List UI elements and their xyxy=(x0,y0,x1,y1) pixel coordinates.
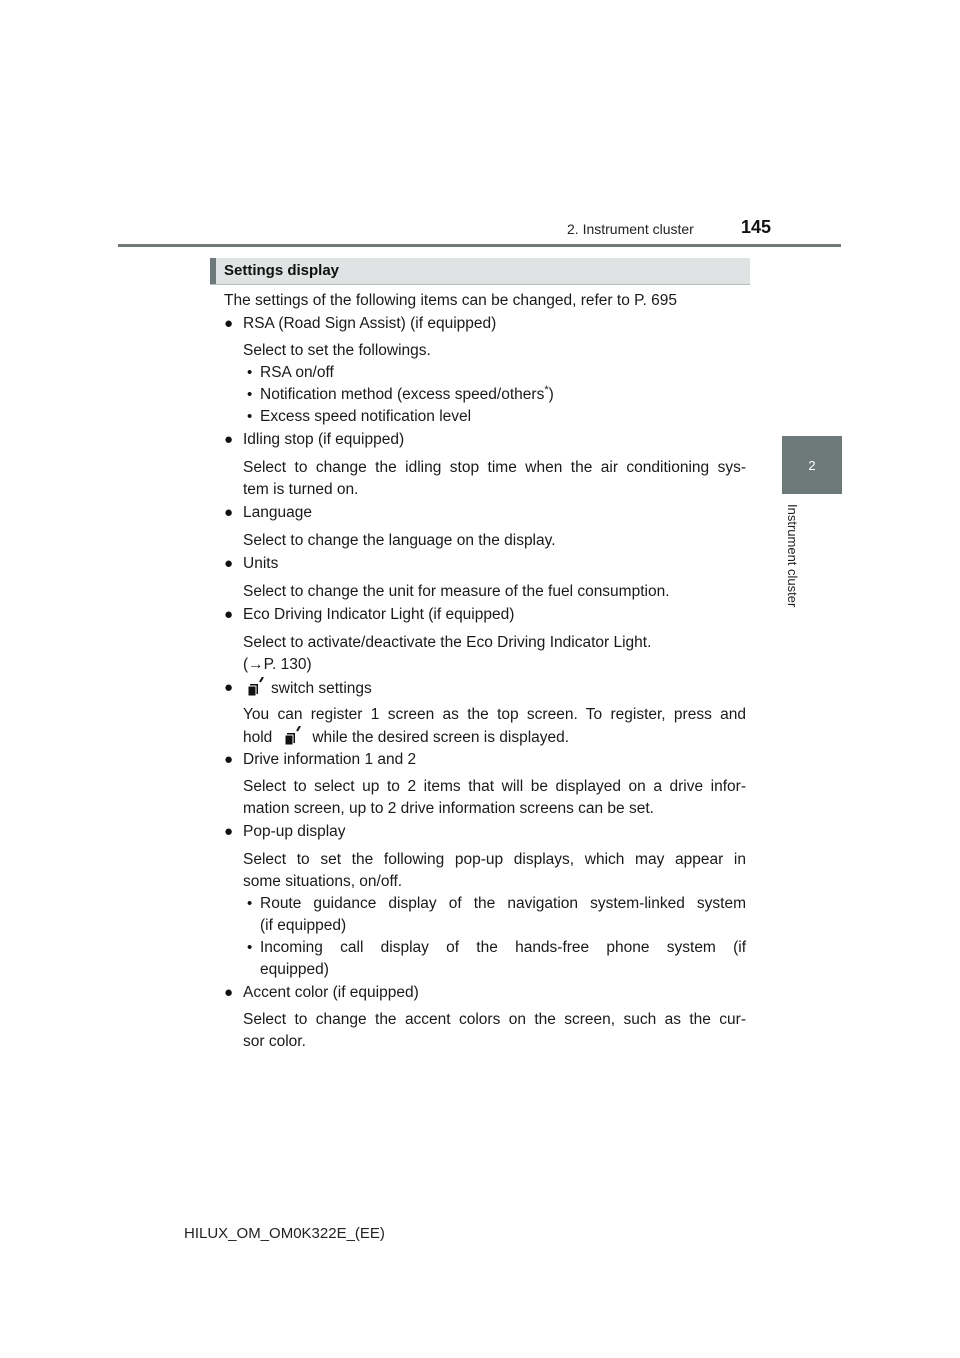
bullet-switch: ● xyxy=(224,679,234,696)
bullet-language: ● xyxy=(224,504,234,521)
bullet-idling: ● xyxy=(224,431,234,448)
section-title: Settings display xyxy=(224,262,340,279)
popup-sub-2-line-2: equipped) xyxy=(260,961,329,978)
subbullet: • xyxy=(247,364,253,381)
item-units-title: Units xyxy=(243,555,279,572)
item-popup-title: Pop-up display xyxy=(243,823,346,840)
item-switch-desc-1: You can register 1 screen as the top screen. To register, press and xyxy=(243,706,746,723)
item-switch-desc-2 xyxy=(243,726,569,749)
page-number: 145 xyxy=(741,217,772,237)
rsa-sub-1: RSA on/off xyxy=(260,364,334,381)
item-idling-desc-1: Select to change the idling stop time when the air conditioning sys- xyxy=(243,459,746,476)
display-switch-icon xyxy=(282,726,302,746)
footnote-mark: * xyxy=(544,383,549,396)
rsa-sub-3: Excess speed notification level xyxy=(260,408,472,425)
item-switch-title: switch settings xyxy=(271,680,372,697)
item-switch-desc-2a: hold xyxy=(243,729,273,746)
subbullet: • xyxy=(247,939,253,956)
item-popup-desc-2: some situations, on/off. xyxy=(243,873,403,890)
item-accent-title: Accent color (if equipped) xyxy=(243,984,419,1001)
item-units-desc: Select to change the unit for measure of the fuel consumption. xyxy=(243,583,670,600)
item-eco-desc-1: Select to activate/deactivate the Eco Driving Indicator Light. xyxy=(243,634,652,651)
item-drive-info-desc-2: mation screen, up to 2 drive information screens can be set. xyxy=(243,800,654,817)
item-language-title: Language xyxy=(243,504,312,521)
chapter-tab xyxy=(782,436,842,494)
chapter-number: 2 xyxy=(808,457,816,473)
item-idling-title: Idling stop (if equipped) xyxy=(243,431,405,448)
header-section-title: 2. Instrument cluster xyxy=(567,221,694,237)
bullet-drive-info: ● xyxy=(224,751,234,768)
bullet-accent: ● xyxy=(224,984,234,1001)
header-rule xyxy=(118,244,841,247)
subbullet: • xyxy=(247,895,253,912)
popup-sub-2-line-1: Incoming call display of the hands-free phone system (if xyxy=(260,939,746,956)
item-drive-info-title: Drive information 1 and 2 xyxy=(243,751,417,768)
popup-sub-1-line-2: (if equipped) xyxy=(260,917,347,934)
footer-doc-code: HILUX_OM_OM0K322E_(EE) xyxy=(184,1225,385,1242)
item-accent-desc-2: sor color. xyxy=(243,1033,306,1050)
item-rsa-desc: Select to set the followings. xyxy=(243,342,431,359)
item-switch-desc-2b: while the desired screen is displayed. xyxy=(312,729,570,746)
display-switch-icon xyxy=(245,677,265,697)
heading-underline xyxy=(210,284,750,285)
chapter-label: Instrument cluster xyxy=(785,504,800,608)
section-heading xyxy=(210,258,750,284)
rsa-sub-2-text: Notification method (excess speed/others xyxy=(260,386,545,403)
rsa-sub-2 xyxy=(260,384,554,406)
rsa-sub-2-close: ) xyxy=(548,386,554,403)
heading-accent-bar xyxy=(210,258,216,284)
intro-text: The settings of the following items can be changed, refer to P. 695 xyxy=(224,292,677,309)
item-popup-desc-1: Select to set the following pop-up displays, which may appear in xyxy=(243,851,746,868)
popup-sub-1-line-1: Route guidance display of the navigation system-linked system xyxy=(260,895,746,912)
subbullet: • xyxy=(247,408,253,425)
item-drive-info-desc-1: Select to select up to 2 items that will be displayed on a drive infor- xyxy=(243,778,746,795)
subbullet: • xyxy=(247,386,253,403)
item-eco-title: Eco Driving Indicator Light (if equipped) xyxy=(243,606,515,623)
item-switch-title-row xyxy=(243,677,372,700)
item-idling-desc-2: tem is turned on. xyxy=(243,481,359,498)
bullet-eco: ● xyxy=(224,606,234,623)
chapter-side-label xyxy=(785,504,803,620)
item-rsa-title: RSA (Road Sign Assist) (if equipped) xyxy=(243,315,497,332)
item-eco-desc-2: (→P. 130) xyxy=(243,656,312,673)
item-accent-desc-1: Select to change the accent colors on the screen, such as the cur- xyxy=(243,1011,746,1028)
item-language-desc: Select to change the language on the display. xyxy=(243,532,556,549)
bullet-rsa: ● xyxy=(224,315,234,332)
bullet-units: ● xyxy=(224,555,234,572)
bullet-popup: ● xyxy=(224,823,234,840)
